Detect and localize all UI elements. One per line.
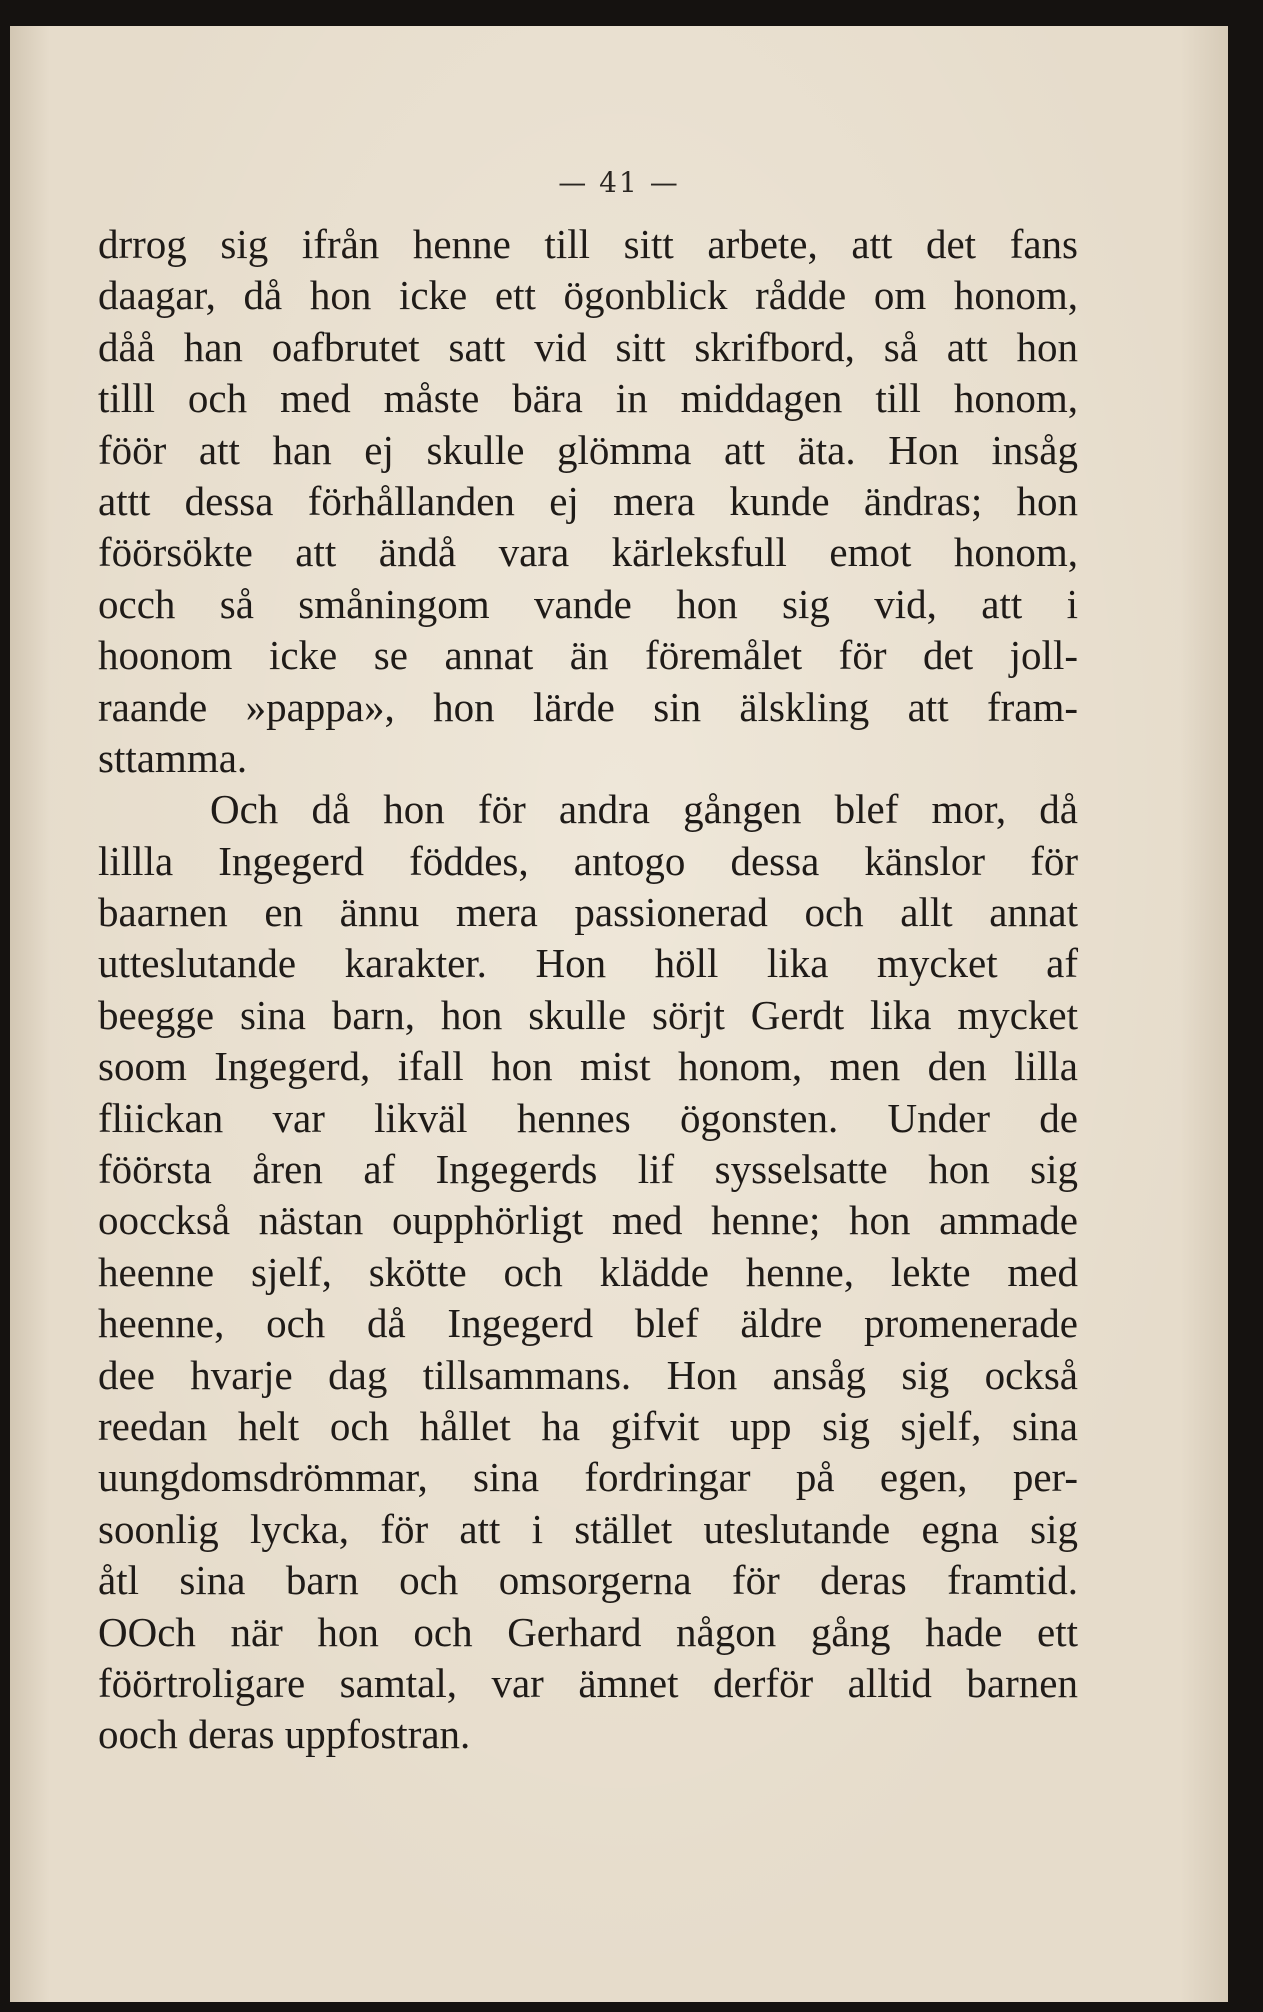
text-line: fliickan var likväl hennes ögonsten. Under de: [98, 1094, 1078, 1141]
text-line: uungdomsdrömmar, sina fordringar på egen, per-: [98, 1454, 1078, 1501]
body-text: [98, 219, 1078, 1761]
text-line: daagar, då hon icke ett ögonblick rådde om honom,: [98, 272, 1078, 319]
text-line: soonlig lycka, för att i stället uteslutande egna sig: [98, 1505, 1078, 1552]
text-line: reedan helt och hållet ha gifvit upp sig sjelf, sina: [98, 1402, 1078, 1449]
text-line: raande »pappa», hon lärde sin älskling att fram-: [98, 683, 1078, 730]
text-line: föörsta åren af Ingegerds lif sysselsatte hon sig: [98, 1146, 1078, 1193]
text-line: åtl sina barn och omsorgerna för deras framtid.: [98, 1557, 1078, 1604]
text-line: oocckså nästan oupphörligt med henne; hon ammade: [98, 1197, 1078, 1244]
text-line: utteslutande karakter. Hon höll lika mycket af: [98, 940, 1078, 987]
text-line: föör att han ej skulle glömma att äta. Hon insåg: [98, 426, 1078, 473]
text-line: lillla Ingegerd föddes, antogo dessa känslor för: [98, 837, 1078, 884]
text-line: ooch deras uppfostran.: [98, 1711, 471, 1758]
text-line: föörtroligare samtal, var ämnet derför alltid barnen: [98, 1659, 1078, 1706]
page-number: — 41 —: [558, 166, 680, 199]
book-page: [10, 26, 1228, 2002]
text-line: OOch när hon och Gerhard någon gång hade ett: [98, 1608, 1078, 1655]
text-line: occh så småningom vande hon sig vid, att i: [98, 580, 1078, 627]
text-line: beegge sina barn, hon skulle sörjt Gerdt lika mycket: [98, 991, 1078, 1038]
text-line: sttamma.: [98, 734, 248, 781]
text-line: dåå han oafbrutet satt vid sitt skrifbord, så att hon: [98, 323, 1078, 370]
text-line: soom Ingegerd, ifall hon mist honom, men den lilla: [98, 1043, 1078, 1090]
text-line: tilll och med måste bära in middagen till honom,: [98, 375, 1078, 422]
text-line: dee hvarje dag tillsammans. Hon ansåg sig också: [98, 1351, 1078, 1398]
text-line: föörsökte att ändå vara kärleksfull emot honom,: [98, 529, 1078, 576]
text-line: hoonom icke se annat än föremålet för det joll-: [98, 632, 1078, 679]
text-line: attt dessa förhållanden ej mera kunde ändras; hon: [98, 477, 1078, 524]
text-line: heenne sjelf, skötte och klädde henne, lekte med: [98, 1248, 1078, 1295]
text-line: heenne, och då Ingegerd blef äldre promenerade: [98, 1300, 1078, 1347]
text-line: drrog sig ifrån henne till sitt arbete, att det fans: [98, 221, 1078, 267]
text-line: baarnen en ännu mera passionerad och allt annat: [98, 889, 1078, 936]
text-line: Och då hon för andra gången blef mor, då: [210, 786, 1078, 833]
